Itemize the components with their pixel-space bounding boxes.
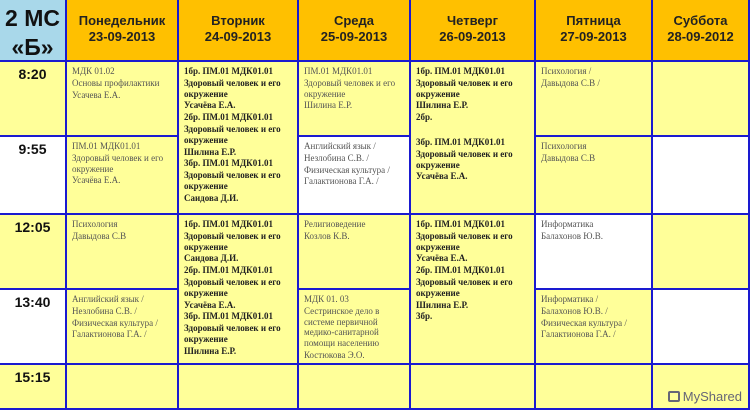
lesson-line: Галактионова Г.А. / (541, 329, 616, 340)
day-date: 23-09-2013 (88, 28, 156, 44)
time-slot: 13:40 (0, 290, 67, 365)
lesson-cell (299, 62, 411, 137)
day-header (179, 0, 299, 62)
lesson-cell (536, 137, 653, 215)
lesson-line: 2бр. ПМ.01 МДК01.01 (184, 265, 273, 276)
lesson-line: Галактионова Г.А. / (72, 329, 147, 340)
lesson-line: Английский язык / (72, 294, 144, 304)
lesson-cell (67, 62, 179, 137)
lesson-line: Козлов К.В. (304, 230, 350, 241)
lesson-line: Усачёва Е.А. (184, 299, 236, 310)
lesson-line: МДК 01.02 (72, 66, 115, 76)
lesson-cell (179, 62, 299, 215)
lesson-line: Здоровый человек и его окружение (416, 276, 513, 298)
lesson-line: Английский язык / (304, 141, 376, 151)
lesson-group (416, 66, 529, 136)
lesson-line: Сестринское дело в системе первичной медико-санитарной помощи населению (304, 305, 380, 349)
group-label (0, 0, 67, 62)
time-slot: 12:05 (0, 215, 67, 290)
empty-cell (67, 365, 179, 410)
lesson-line: ПМ.01 МДК01.01 (304, 66, 373, 76)
day-header (653, 0, 750, 62)
lesson-line: Здоровый человек и его окружение (184, 323, 281, 344)
lesson-group (416, 137, 529, 182)
lesson-line: Информатика (541, 219, 594, 229)
lesson-line: Физическая культура / (304, 164, 390, 175)
lesson-line: Психология (541, 141, 587, 151)
lesson-line: Физическая культура / (541, 317, 627, 328)
lesson-line: Давыдова С.В (72, 230, 127, 241)
lesson-line: 3бр. ПМ.01 МДК01.01 (184, 311, 273, 322)
day-name: Вторник (211, 13, 265, 28)
empty-cell (653, 137, 750, 215)
lesson-line: 2бр. ПМ.01 МДК01.01 (184, 112, 273, 123)
lesson-line: Здоровый человек и его окружение (416, 230, 513, 252)
empty-cell (653, 62, 750, 137)
lesson-line: Здоровый человек и его окружение (416, 77, 513, 99)
day-date: 28-09-2012 (667, 28, 734, 44)
lesson-line: Галактионова Г.А. / (304, 176, 379, 187)
day-name: Понедельник (78, 13, 166, 28)
lesson-line: 1бр. ПМ.01 МДК01.01 (416, 66, 505, 76)
lesson-cell (536, 215, 653, 290)
lesson-line: 1бр. ПМ.01 МДК01.01 (184, 66, 273, 76)
lesson-line: Религиоведение (304, 219, 366, 229)
day-header (299, 0, 411, 62)
lesson-line: 3бр. ПМ.01 МДК01.01 (184, 158, 273, 169)
group-label-line2: «Б» (11, 33, 54, 60)
lesson-line: Шилина Е.Р. (416, 299, 469, 310)
lesson-line: 2бр. ПМ.01 МДК01.01 (416, 265, 505, 276)
lesson-cell (299, 290, 411, 365)
day-date: 27-09-2013 (560, 28, 627, 44)
lesson-line: 3бр. ПМ.01 МДК01.01 (416, 137, 505, 147)
lesson-line: Психология / (541, 66, 592, 76)
lesson-line: Усачёва Е.А. (416, 253, 468, 264)
lesson-line: Информатика / (541, 294, 599, 304)
lesson-cell (299, 215, 411, 290)
lesson-line: Физическая культура / (72, 317, 158, 328)
watermark (668, 389, 742, 404)
lesson-cell (536, 290, 653, 365)
lesson-line: Балахонов Ю.В. / (541, 305, 608, 316)
day-date: 24-09-2013 (204, 28, 272, 44)
lesson-line: Здоровый человек и его окружение (184, 170, 281, 191)
lesson-line: Здоровый человек и его окружение (72, 152, 164, 174)
empty-cell (299, 365, 411, 410)
lesson-line: Шилина Е.Р. (184, 345, 237, 356)
lesson-line: 2бр. (416, 112, 433, 123)
day-date: 25-09-2013 (320, 28, 388, 44)
presentation-icon (668, 391, 680, 402)
day-header (67, 0, 179, 62)
lesson-line: Психология (72, 219, 118, 229)
day-name: Среда (333, 13, 375, 28)
lesson-line: Основы профилактики (72, 77, 160, 88)
lesson-cell (411, 62, 536, 215)
lesson-cell (67, 215, 179, 290)
day-date: 26-09-2013 (439, 28, 506, 44)
lesson-line: Здоровый человек и его окружение (184, 123, 281, 145)
day-header (536, 0, 653, 62)
empty-cell (653, 215, 750, 290)
lesson-cell (411, 215, 536, 365)
day-header (411, 0, 536, 62)
lesson-line: Усачёва Е.А. (416, 171, 468, 182)
lesson-line: Незлобина С.В. / (72, 305, 137, 316)
lesson-line: Усачёва Е.А. (72, 175, 121, 186)
empty-cell (179, 365, 299, 410)
empty-cell (536, 365, 653, 410)
lesson-line: Балахонов Ю.В. (541, 230, 603, 241)
lesson-line: Давыдова С.В (541, 152, 596, 163)
lesson-line: Шилина Е.Р. (184, 146, 237, 157)
lesson-cell (67, 290, 179, 365)
lesson-line: Шилина Е.Р. (416, 100, 469, 111)
lesson-line: Усачёва Е.А. (184, 100, 236, 111)
lesson-line: Шилина Е.Р. (304, 100, 353, 111)
lesson-line: Здоровый человек и его окружение (184, 77, 281, 99)
lesson-line: Усачева Е.А. (72, 89, 121, 100)
day-name: Четверг (447, 13, 498, 28)
lesson-line: Костюкова Э.О. (304, 349, 365, 360)
lesson-line: Саидова Д.И. (184, 253, 239, 264)
watermark-text: MyShared (682, 389, 742, 404)
lesson-line: Саидова Д.И. (184, 192, 239, 203)
lesson-line: 1бр. ПМ.01 МДК01.01 (416, 219, 505, 229)
lesson-line: 1бр. ПМ.01 МДК01.01 (184, 219, 273, 229)
empty-cell (653, 290, 750, 365)
time-slot: 9:55 (0, 137, 67, 215)
day-name: Суббота (673, 13, 728, 28)
time-slot: 15:15 (0, 365, 67, 410)
lesson-line: ПМ.01 МДК01.01 (72, 141, 141, 151)
lesson-cell (67, 137, 179, 215)
time-slot: 8:20 (0, 62, 67, 137)
lesson-line: Здоровый человек и его окружение (184, 230, 281, 252)
lesson-cell (179, 215, 299, 365)
group-label-line1: 2 МС (5, 5, 60, 31)
day-name: Пятница (566, 13, 621, 28)
lesson-line: 3бр. (416, 311, 433, 322)
lesson-line: МДК 01. 03 (304, 294, 349, 304)
lesson-line: Здоровый человек и его окружение (416, 148, 513, 170)
lesson-cell (299, 137, 411, 215)
lesson-line: Незлобина С.В. / (304, 152, 369, 163)
lesson-cell (536, 62, 653, 137)
lesson-line: Давыдова С.В / (541, 77, 600, 88)
lesson-line: Здоровый человек и его окружение (184, 276, 281, 298)
lesson-line: Здоровый человек и его окружение (304, 77, 396, 99)
empty-cell (411, 365, 536, 410)
